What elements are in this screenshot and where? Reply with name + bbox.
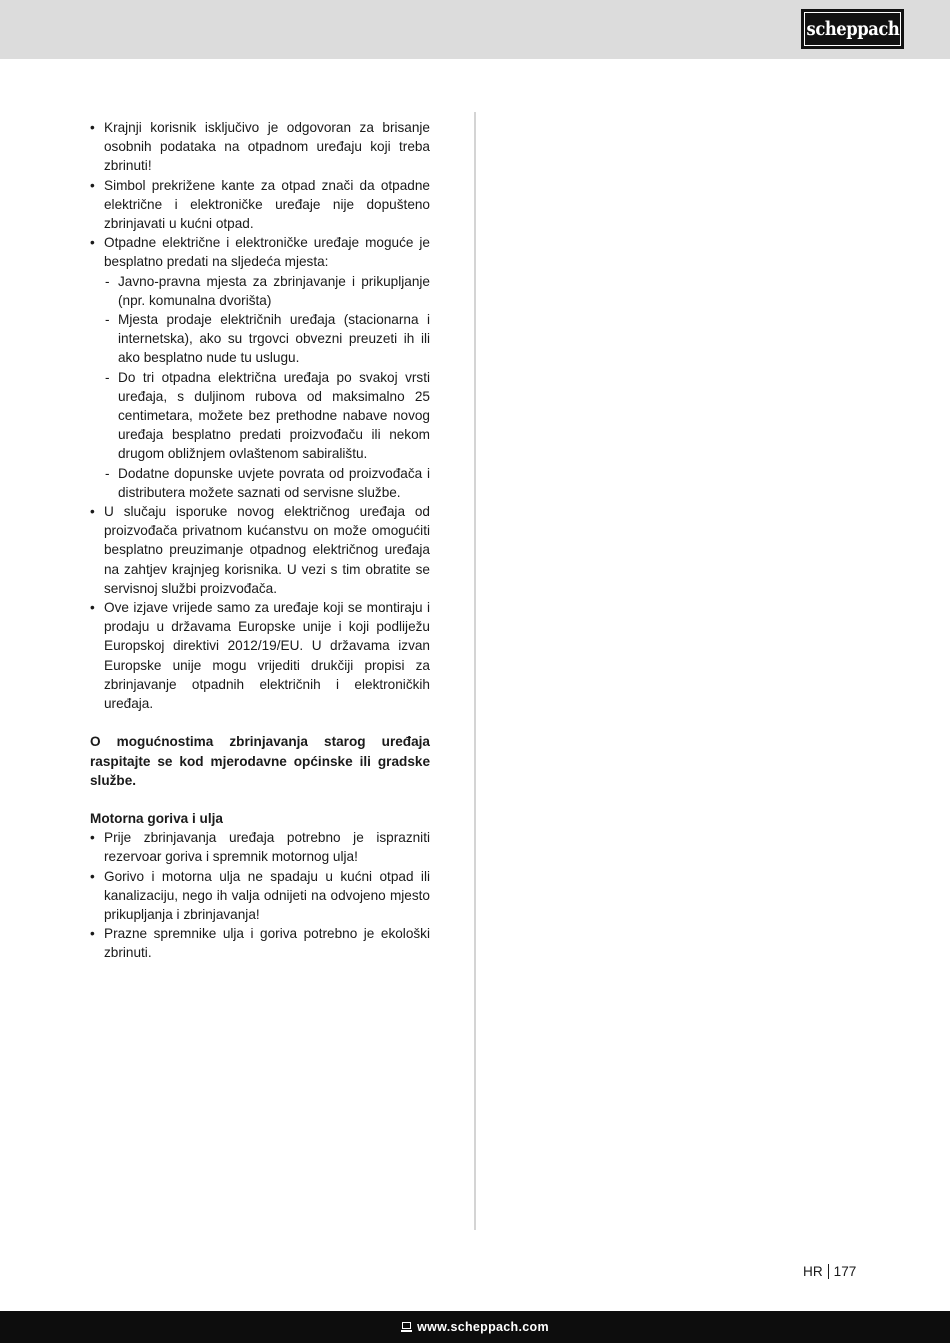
computer-icon bbox=[401, 1322, 412, 1332]
language-code: HR bbox=[803, 1264, 823, 1279]
list-item-collection-points bbox=[90, 233, 430, 502]
page-number-value: 177 bbox=[833, 1264, 857, 1279]
page-number bbox=[803, 1264, 856, 1279]
sub-list-item: - Dodatne dopunske uvjete povrata od proizvođača i distributera možete saznati od servisne službe. bbox=[104, 464, 430, 502]
disposal-notice: O mogućnostima zbrinjavanja starog uređaja raspitajte se kod mjerodavne općinske ili gradske službe. bbox=[90, 734, 430, 788]
sub-list-item: - Javno-pravna mjesta za zbrinjavanje i prikupljanje (npr. komunalna dvorišta) bbox=[104, 272, 430, 310]
list-item: • Prazne spremnike ulja i goriva potrebno je ekološki zbrinuti. bbox=[90, 924, 430, 962]
scheppach-logo bbox=[801, 9, 904, 49]
logo-text: scheppach bbox=[806, 17, 899, 40]
list-item: • Simbol prekrižene kante za otpad znači da otpadne električne i elektroničke uređaje nije dopušteno zbrinjavati u kućni otpad. bbox=[90, 176, 430, 234]
footer-band bbox=[0, 1311, 950, 1343]
list-item: • U slučaju isporuke novog električnog uređaja od proizvođača privatnom kućanstvu on može omogućiti besplatno preuzimanje otpadnog električnog uređaja na zahtjev krajnjeg korisnika. U vezi s tim obratite se servisnoj službi proizvođača. bbox=[90, 502, 430, 598]
list-item: • Krajnji korisnik isključivo je odgovoran za brisanje osobnih podataka na otpadnom uređaju koji treba zbrinuti! bbox=[90, 118, 430, 176]
logo-frame bbox=[804, 12, 901, 46]
fuel-bullet-list bbox=[90, 828, 430, 962]
list-item: • Gorivo i motorna ulja ne spadaju u kućni otpad ili kanalizaciju, nego ih valja odnijeti na odvojeno mjesto prikupljanja i zbrinjavanja! bbox=[90, 867, 430, 925]
page-number-separator bbox=[828, 1264, 829, 1279]
sub-list-item: - Mjesta prodaje električnih uređaja (stacionarna i internetska), ako su trgovci obvezni preuzeti ih ili ako besplatno nude tu uslugu. bbox=[104, 310, 430, 368]
list-item: • Ove izjave vrijede samo za uređaje koji se montiraju i prodaju u državama Europske unije i koji podliježu Europskoj direktivi 2012/19/EU. U državama izvan Europske unije mogu vrijediti drukčiji propisi za zbrinjavanje otpadnih električnih i elektroničkih uređaja. bbox=[90, 598, 430, 713]
disposal-bullet-list bbox=[90, 118, 430, 713]
collection-points-intro: Otpadne električne i elektroničke uređaje moguće je besplatno predati na sljedeća mjesta: bbox=[104, 235, 430, 270]
list-item: • Prije zbrinjavanja uređaja potrebno je isprazniti rezervoar goriva i spremnik motornog ulja! bbox=[90, 828, 430, 866]
fuel-section-heading: Motorna goriva i ulja bbox=[90, 810, 223, 826]
collection-points-sublist bbox=[104, 272, 430, 502]
sub-list-item: - Do tri otpadna električna uređaja po svakoj vrsti uređaja, s duljinom rubova od maksimalno 25 centimetara, možete bez prethodne nabave novog uređaja besplatno predati proizvođaču ili nekom drugom obližnjem ovlaštenom sabiralištu. bbox=[104, 368, 430, 464]
column-divider bbox=[474, 112, 476, 1230]
footer-url[interactable]: www.scheppach.com bbox=[417, 1320, 549, 1334]
main-text-column bbox=[90, 118, 430, 963]
